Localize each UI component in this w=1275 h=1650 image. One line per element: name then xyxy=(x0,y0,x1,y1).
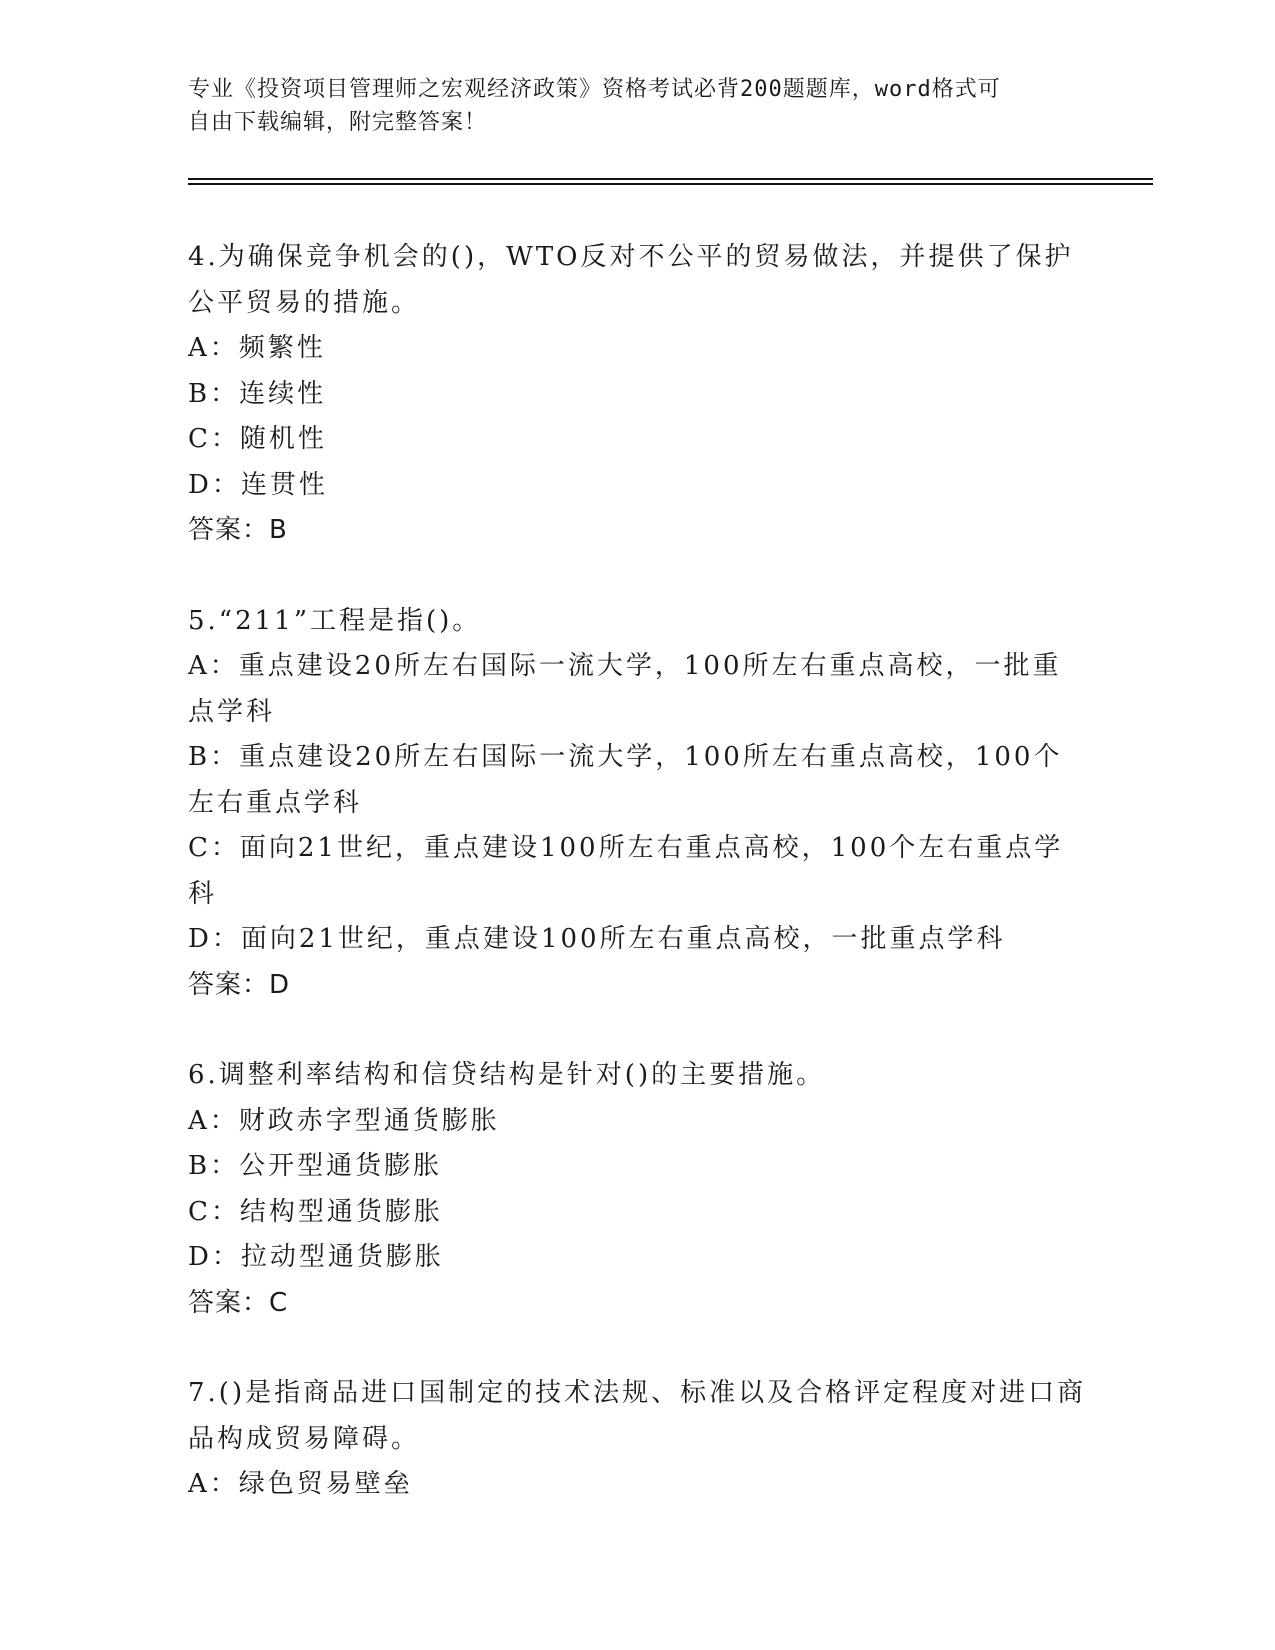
question-6 xyxy=(188,1053,1088,1326)
option-a: A：绿色贸易壁垒 xyxy=(188,1469,413,1499)
document-header xyxy=(188,73,1068,139)
option-c: C：面向21世纪，重点建设100所左右重点高校，100个左右重点学科 xyxy=(188,833,1064,909)
question-7 xyxy=(188,1371,1088,1508)
option-d: D：面向21世纪，重点建设100所左右重点高校，一批重点学科 xyxy=(188,924,1006,954)
question-list xyxy=(188,235,1088,1508)
question-4 xyxy=(188,235,1088,554)
header-title-line-2: 自由下载编辑，附完整答案！ xyxy=(188,110,488,135)
question-stem: 6.调整利率结构和信贷结构是针对()的主要措施。 xyxy=(188,1060,826,1090)
option-b: B：公开型通货膨胀 xyxy=(188,1151,443,1181)
question-stem: 4.为确保竞争机会的()，WTO反对不公平的贸易做法，并提供了保护公平贸易的措施。 xyxy=(188,242,1074,318)
option-b: B：连续性 xyxy=(188,378,327,409)
option-d: D：连贯性 xyxy=(188,469,328,500)
question-stem: 7.()是指商品进口国制定的技术法规、标准以及合格评定程度对进口商品构成贸易障碍。 xyxy=(188,1378,1087,1454)
question-5 xyxy=(188,599,1088,1009)
option-c: C：随机性 xyxy=(188,424,327,454)
answer-text: 答案：D xyxy=(188,969,291,1000)
option-a: A：频繁性 xyxy=(188,333,326,363)
option-a: A：财政赤字型通货膨胀 xyxy=(188,1105,500,1136)
question-stem: 5.“211”工程是指()。 xyxy=(188,605,482,636)
header-title-line-1: 专业《投资项目管理师之宏观经济政策》资格考试必背200题题库，word格式可 xyxy=(188,77,1001,102)
header-divider-bottom xyxy=(188,183,1153,185)
option-a: A：重点建设20所左右国际一流大学，100所左右重点高校，一批重点学科 xyxy=(188,651,1062,727)
answer-text: 答案：C xyxy=(188,1287,289,1318)
answer-text: 答案：B xyxy=(188,515,288,545)
option-b: B：重点建设20所左右国际一流大学，100所左右重点高校，100个左右重点学科 xyxy=(188,742,1063,818)
header-divider-top xyxy=(188,178,1153,180)
option-c: C：结构型通货膨胀 xyxy=(188,1196,443,1227)
option-d: D：拉动型通货膨胀 xyxy=(188,1242,444,1272)
